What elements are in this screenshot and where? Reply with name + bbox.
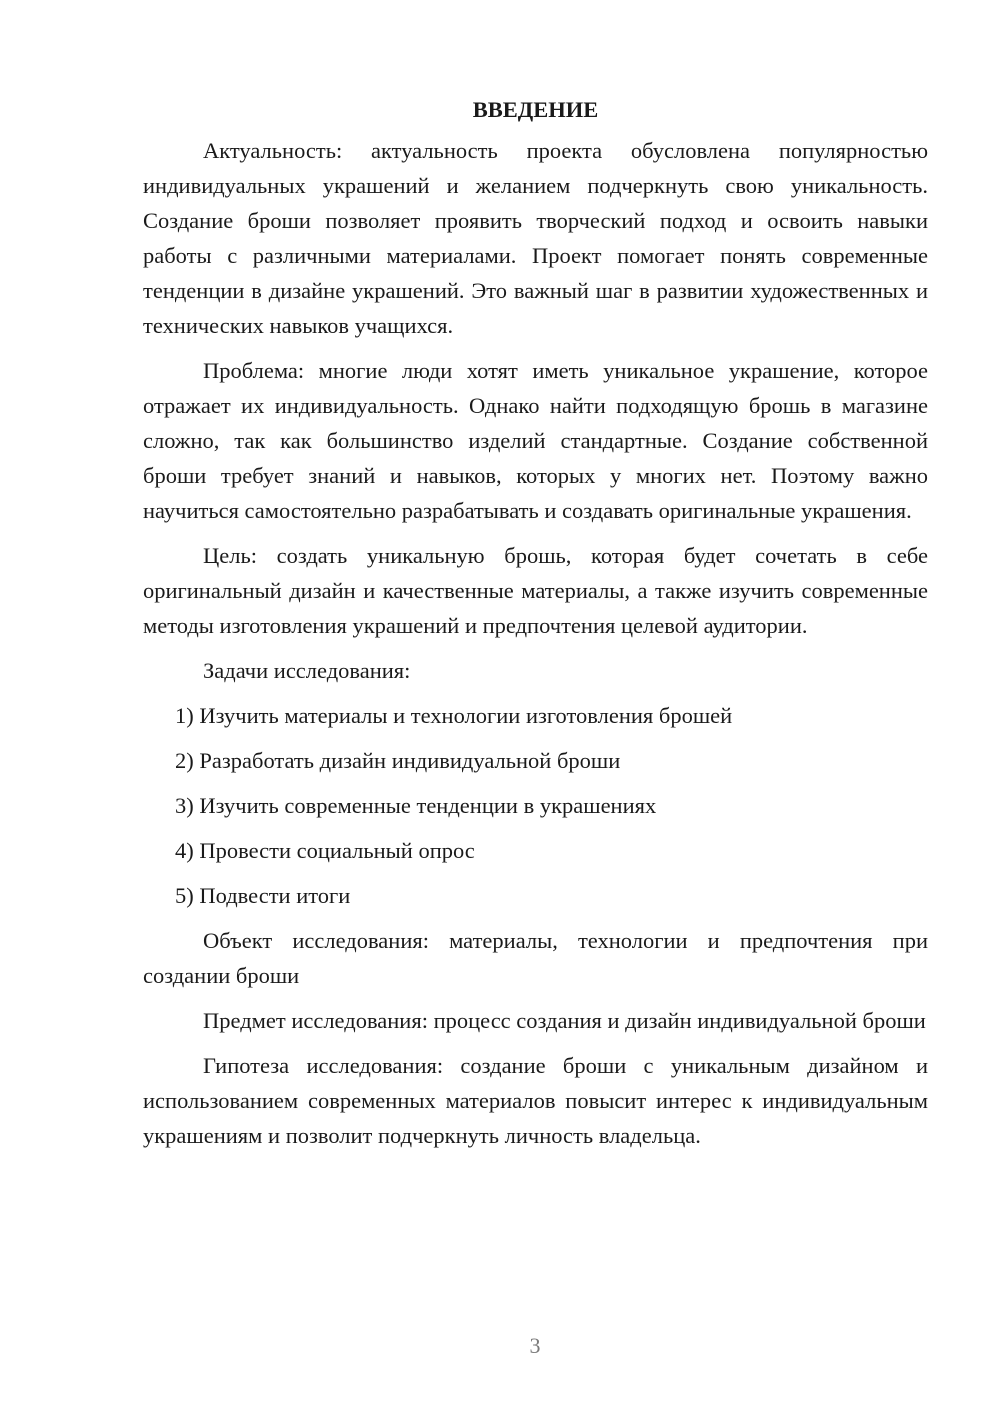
- paragraph-goal: Цель: создать уникальную брошь, которая будет сочетать в себе оригинальный дизайн и качественные материалы, а также изучить современные методы изготовления украшений и предпочтения целевой аудитории.: [143, 543, 928, 638]
- list-item: 4) Провести социальный опрос: [175, 838, 475, 863]
- document-page: [143, 92, 928, 1163]
- paragraph-hypothesis: Гипотеза исследования: создание броши с уникальным дизайном и использованием современных материалов повысит интерес к индивидуальным украшениям и позволит подчеркнуть личность владельца.: [143, 1053, 928, 1148]
- paragraph-object: Объект исследования: материалы, технологии и предпочтения при создании броши: [143, 928, 928, 988]
- list-item: 5) Подвести итоги: [175, 883, 351, 908]
- tasks-heading: Задачи исследования:: [203, 658, 411, 683]
- list-item: 1) Изучить материалы и технологии изготовления брошей: [175, 703, 733, 728]
- page-title: ВВЕДЕНИЕ: [472, 97, 599, 122]
- page-number: 3: [529, 1333, 541, 1358]
- paragraph-subject: Предмет исследования: процесс создания и дизайн индивидуальной броши: [203, 1008, 926, 1033]
- tasks-list: [143, 698, 928, 913]
- list-item: 3) Изучить современные тенденции в украшениях: [175, 793, 657, 818]
- paragraph-relevance: Актуальность: актуальность проекта обусловлена популярностью индивидуальных украшений и желанием подчеркнуть свою уникальность. Создание броши позволяет проявить творческий подход и освоить навыки работы с различными материалами. Проект помогает понять современные тенденции в дизайне украшений. Это важный шаг в развитии художественных и технических навыков учащихся.: [143, 138, 928, 338]
- list-item: 2) Разработать дизайн индивидуальной броши: [175, 748, 621, 773]
- paragraph-problem: Проблема: многие люди хотят иметь уникальное украшение, которое отражает их индивидуальность. Однако найти подходящую брошь в магазине сложно, так как большинство изделий стандартные. Создание собственной броши требует знаний и навыков, которых у многих нет. Поэтому важно научиться самостоятельно разрабатывать и создавать оригинальные украшения.: [143, 358, 928, 523]
